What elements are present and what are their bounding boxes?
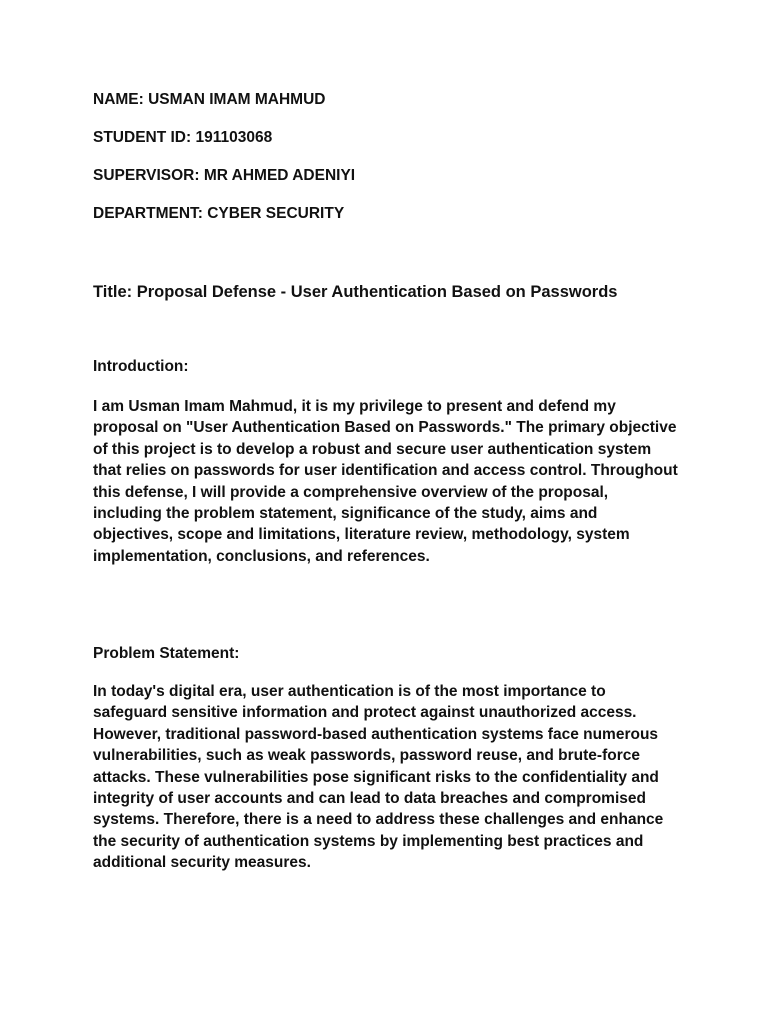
student-id: STUDENT ID: 191103068 xyxy=(93,129,273,146)
problem-statement-heading: Problem Statement: xyxy=(93,645,240,662)
problem-statement-body: In today's digital era, user authentication is of the most importance to safeguard sensitive information and protect against unauthorized access. However, traditional password-based authentication systems face numerous vulnerabilities, such as weak passwords, password reuse, and brute-force attacks. These vulnerabilities pose significant risks to the confidentiality and integrity of user accounts and can lead to data breaches and compromised systems. Therefore, there is a need to address these challenges and enhance the security of authentication systems by implementing best practices and additional security measures. xyxy=(93,683,664,872)
department: DEPARTMENT: CYBER SECURITY xyxy=(93,205,345,222)
introduction-heading: Introduction: xyxy=(93,358,189,375)
student-name: NAME: USMAN IMAM MAHMUD xyxy=(93,91,326,108)
introduction-body: I am Usman Imam Mahmud, it is my privilege to present and defend my proposal on "User Authentication Based on Passwords." The primary objective of this project is to develop a robust and secure user authentication system that relies on passwords for user identification and access control. Throughout this defense, I will provide a comprehensive overview of the proposal, including the problem statement, significance of the study, aims and objectives, scope and limitations, literature review, methodology, system implementation, conclusions, and references. xyxy=(93,398,678,565)
document-title: Title: Proposal Defense - User Authentication Based on Passwords xyxy=(93,283,618,301)
supervisor: SUPERVISOR: MR AHMED ADENIYI xyxy=(93,167,356,184)
